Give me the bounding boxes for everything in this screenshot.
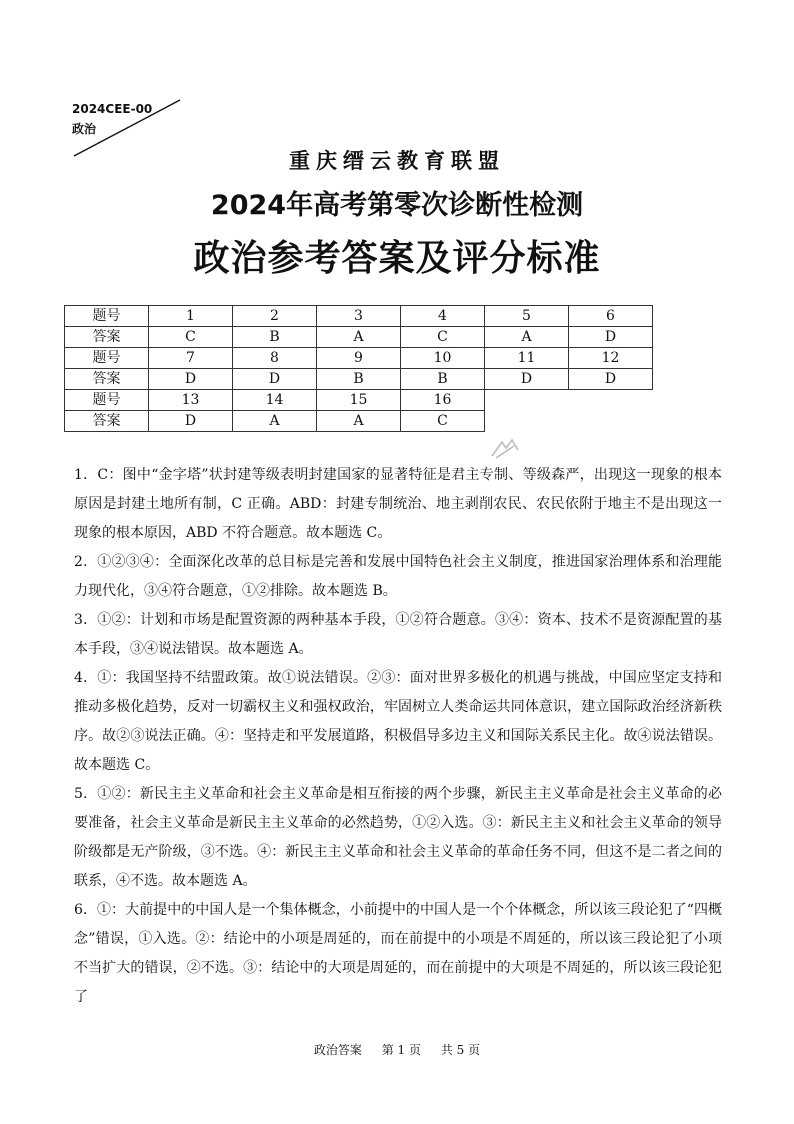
question-number-cell: 6: [569, 306, 653, 327]
answer-cell: A: [485, 327, 569, 348]
explanation-2: 2．①②③④：全面深化改革的总目标是完善和发展中国特色社会主义制度，推进国家治理体系和治理能力现代化，③④符合题意，①②排除。故本题选 B。: [74, 554, 722, 599]
explanation-4: 4．①：我国坚持不结盟政策。故①说法错误。②③：面对世界多极化的机遇与挑战，中国应坚定支持和推动多极化趋势，反对一切霸权主义和强权政治，牢固树立人类命运共同体意识，建立国际政治经济新秩序。故②③说法正确。④：坚持走和平发展道路，积极倡导多边主义和国际关系民主化。故④说法错误。故本题选 C。: [74, 670, 722, 773]
answer-cell: B: [317, 369, 401, 390]
page-footer: [0, 1041, 794, 1058]
answer-row: [65, 327, 653, 348]
question-number-label: 题号: [65, 348, 149, 369]
empty-cell: [485, 390, 569, 411]
question-number-row: [65, 306, 653, 327]
answer-label: 答案: [65, 369, 149, 390]
answer-table: [64, 305, 653, 432]
question-number-cell: 2: [233, 306, 317, 327]
empty-cell: [569, 390, 653, 411]
document-title: 政治参考答案及评分标准: [193, 238, 601, 279]
question-number-cell: 13: [149, 390, 233, 411]
answer-label: 答案: [65, 411, 149, 432]
question-number-row: [65, 390, 653, 411]
question-number-cell: 15: [317, 390, 401, 411]
question-number-cell: 12: [569, 348, 653, 369]
answer-row: [65, 411, 653, 432]
question-number-cell: 1: [149, 306, 233, 327]
watermark-logo: [488, 438, 522, 460]
answer-cell: D: [233, 369, 317, 390]
exam-title: 2024年高考第零次诊断性检测: [210, 190, 584, 221]
answer-cell: B: [401, 369, 485, 390]
paper-code: 2024CEE-00: [72, 102, 153, 116]
answer-explanations: [74, 461, 722, 1012]
alliance-title: 重庆缙云教育联盟: [289, 149, 505, 173]
answer-cell: A: [233, 411, 317, 432]
paper-subject: 政治: [72, 122, 97, 136]
question-number-label: 题号: [65, 306, 149, 327]
empty-cell: [569, 411, 653, 432]
question-number-cell: 10: [401, 348, 485, 369]
explanation-3: 3．①②：计划和市场是配置资源的两种基本手段，①②符合题意。③④：资本、技术不是资源配置的基本手段，③④说法错误。故本题选 A。: [74, 612, 722, 657]
answer-cell: D: [485, 369, 569, 390]
answer-cell: D: [149, 369, 233, 390]
answer-cell: D: [569, 327, 653, 348]
question-number-cell: 7: [149, 348, 233, 369]
explanation-5: 5．①②：新民主主义革命和社会主义革命是相互衔接的两个步骤，新民主主义革命是社会主义革命的必要准备，社会主义革命是新民主主义革命的必然趋势，①②入选。③：新民主主义和社会主义革命的领导阶级都是无产阶级，③不选。④：新民主主义革命和社会主义革命的革命任务不同，但这不是二者之间的联系，④不选。故本题选 A。: [74, 786, 722, 889]
answer-cell: D: [149, 411, 233, 432]
answer-cell: C: [401, 327, 485, 348]
question-number-cell: 3: [317, 306, 401, 327]
question-number-cell: 4: [401, 306, 485, 327]
answer-cell: A: [317, 327, 401, 348]
answer-cell: C: [149, 327, 233, 348]
footer-doc-name: 政治答案: [313, 1043, 362, 1057]
question-number-cell: 14: [233, 390, 317, 411]
question-number-row: [65, 348, 653, 369]
answer-cell: A: [317, 411, 401, 432]
footer-page-number: 第 1 页: [381, 1043, 421, 1057]
question-number-cell: 9: [317, 348, 401, 369]
answer-cell: D: [569, 369, 653, 390]
empty-cell: [485, 411, 569, 432]
explanation-1: 1．C：图中“金字塔”状封建等级表明封建国家的显著特征是君主专制、等级森严，出现这一现象的根本原因是封建土地所有制，C 正确。ABD：封建专制统治、地主剥削农民、农民依附于地主不是出现这一现象的根本原因，ABD 不符合题意。故本题选 C。: [74, 467, 722, 541]
answer-label: 答案: [65, 327, 149, 348]
answer-cell: C: [401, 411, 485, 432]
footer-total-pages: 共 5 页: [440, 1043, 481, 1057]
answer-row: [65, 369, 653, 390]
question-number-cell: 16: [401, 390, 485, 411]
question-number-cell: 8: [233, 348, 317, 369]
question-number-cell: 5: [485, 306, 569, 327]
question-number-cell: 11: [485, 348, 569, 369]
question-number-label: 题号: [65, 390, 149, 411]
answer-cell: B: [233, 327, 317, 348]
explanation-6: 6．①：大前提中的中国人是一个集体概念，小前提中的中国人是一个个体概念，所以该三段论犯了“四概念”错误，①入选。②：结论中的小项是周延的，而在前提中的小项是不周延的，所以该三段论犯了小项不当扩大的错误，②不选。③：结论中的大项是周延的，而在前提中的大项是不周延的，所以该三段论犯了: [74, 902, 722, 1005]
